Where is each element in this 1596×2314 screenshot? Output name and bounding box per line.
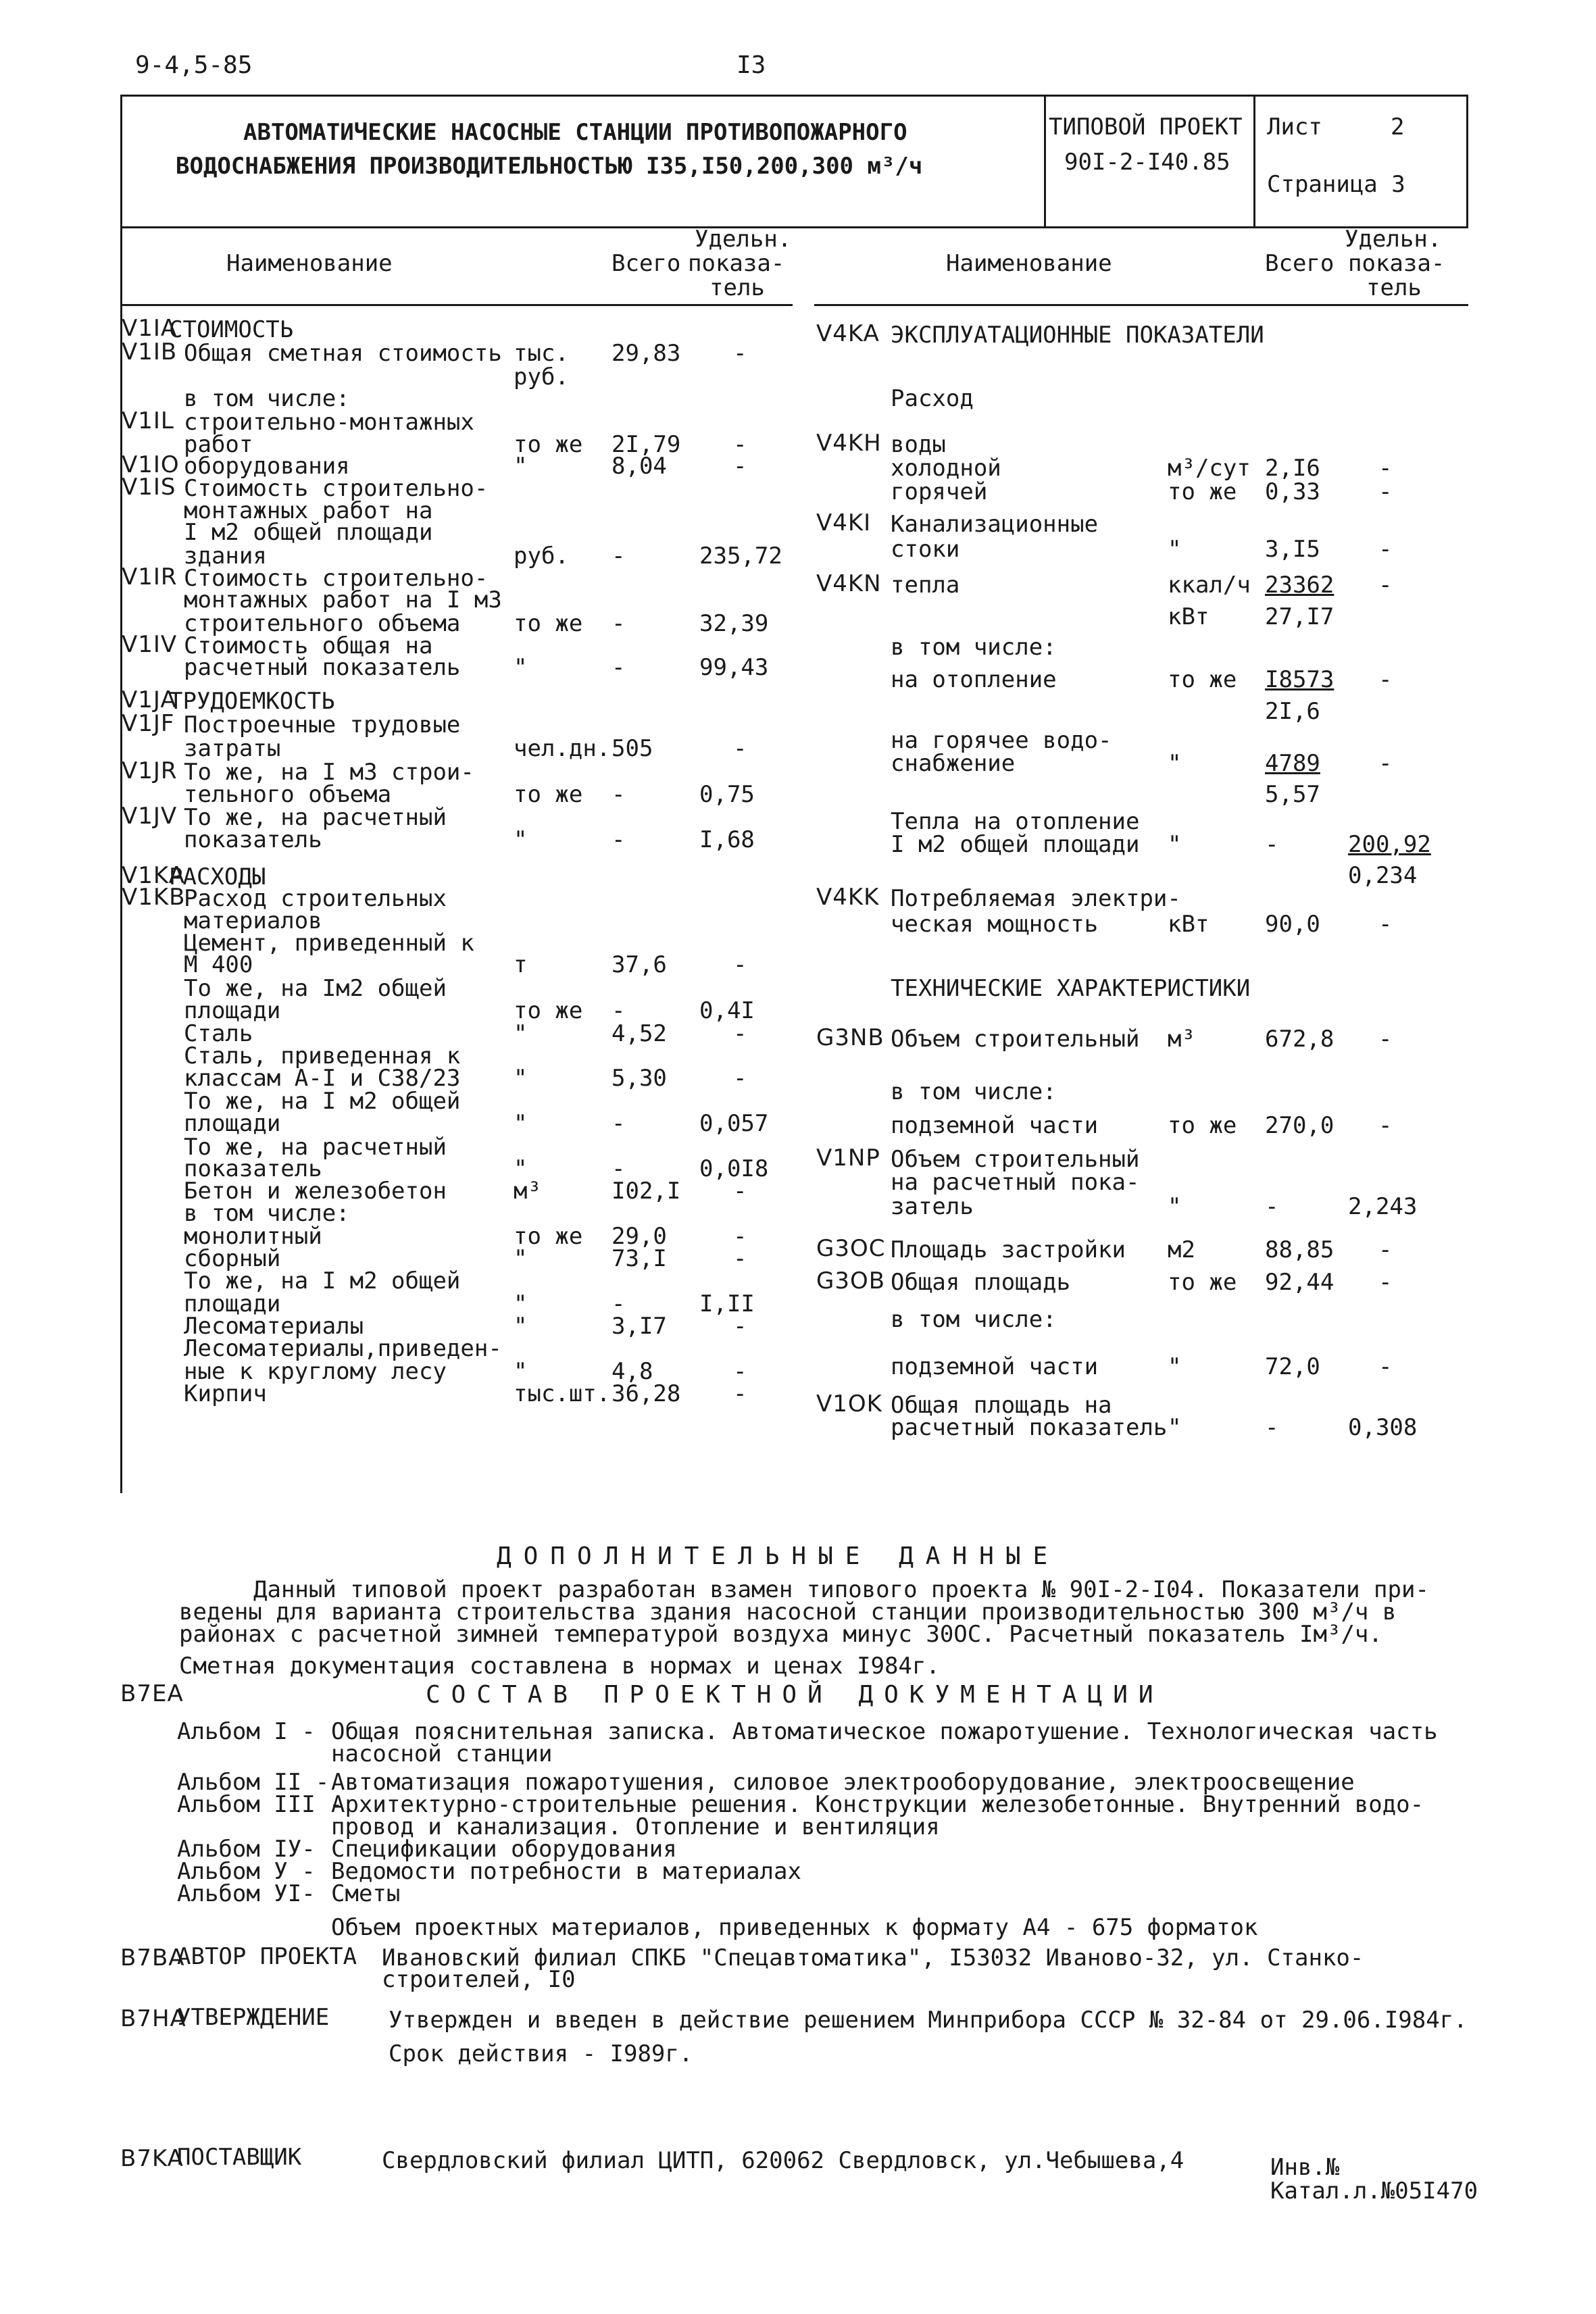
row-code: G3NB [816,1024,884,1051]
col-total: Всего [1265,250,1335,277]
row-spec: - [1378,572,1393,599]
row-unit: руб. [514,363,569,391]
row-code: V1NP [816,1145,880,1172]
row-total: 0,33 [1265,478,1320,505]
row-name: на отопление [891,666,1057,693]
row-name: монолитный [184,1223,322,1250]
composition-code: B7EA [120,1680,184,1707]
row-unit: то же [514,781,583,808]
row-total: - [1265,1414,1279,1441]
row-unit: " [514,1110,528,1137]
row-code: V4KA [816,320,880,347]
row-total: 505 [612,735,653,762]
row-code: V1JV [122,803,178,830]
row-total: 270,0 [1265,1112,1335,1139]
row-spec: I,II [699,1290,755,1317]
row-name: в том числе: [184,1200,350,1227]
row-name: Расход [891,385,974,412]
row-spec: - [1378,478,1393,505]
row-total: I8573 [1265,666,1335,693]
album-text: насосной станции [331,1740,553,1767]
row-spec: 200,92 [1348,831,1431,858]
album-label: Альбом III - [177,1791,343,1818]
row-unit: " [514,1245,528,1272]
row-name: Кирпич [184,1380,267,1407]
row-spec: - [733,340,747,367]
volume-text: Объем проектных материалов, приведенных к формату А4 - 675 форматок [331,1914,1258,1941]
row-name: здания [184,543,267,570]
row-name: То же, на расчетный [184,804,447,831]
row-code: V1JF [122,710,175,737]
row-spec: 0,75 [699,781,755,808]
row-spec: 0,057 [699,1110,769,1137]
row-spec: - [733,735,747,762]
row-unit: " [514,1358,528,1385]
row-code: V1IS [122,474,176,501]
row-code: V1IV [122,631,178,658]
row-unit: тыс. [514,340,569,367]
row-code: G3OB [816,1267,886,1294]
row-total: 4,8 [612,1358,653,1385]
row-name: расчетный показатель [891,1414,1168,1441]
row-total: - [612,610,626,637]
col-spec3: тель [1366,274,1422,301]
row-code: V1IA [122,315,178,342]
row-total: - [612,1155,626,1182]
row-unit: " [1168,536,1182,563]
row-name: Лесоматериалы,приведен- [184,1335,502,1362]
album-label: Альбом IУ- [177,1836,316,1863]
row-name: Лесоматериалы [184,1313,364,1340]
row-name: классам А-I и С38/23 [184,1065,461,1092]
page-number: I3 [737,51,766,79]
row-code: V1KB [122,884,186,911]
row-spec: - [1378,1269,1393,1296]
col-name: Наименование [946,250,1112,277]
row-total: 29,83 [612,340,681,367]
row-code: V4KH [816,430,882,457]
project-label: ТИПОВОЙ ПРОЕКТ [1049,114,1243,141]
row-name: ные к круглому лесу [184,1358,447,1385]
row-name: площади [184,997,281,1024]
col-spec2: показа- [688,250,785,277]
row-unit: то же [514,1223,583,1250]
row-total: - [612,654,626,681]
row-name: РАСХОДЫ [169,863,266,890]
row-code: V1JR [122,757,178,784]
row-spec: I,68 [699,826,755,853]
author-line2: строителей, I0 [382,1966,576,1993]
sheet-label: Лист [1267,114,1322,141]
row-name: То же, на I м3 строи- [184,759,474,786]
row-total: 5,57 [1265,781,1320,808]
row-spec: 2,243 [1348,1193,1418,1220]
row-name: Общая площадь на [891,1392,1112,1419]
row-name: строительно-монтажных [184,409,474,436]
row-spec: - [733,453,747,480]
row-spec: 235,72 [699,543,782,570]
row-name: в том числе: [891,634,1057,661]
row-name: Стоимость общая на [184,632,433,659]
approval-code: B7HA [120,2005,186,2032]
row-name: Цемент, приведенный к [184,930,474,957]
row-unit: " [1168,750,1182,777]
row-total: 88,85 [1265,1236,1335,1263]
row-unit: то же [1168,666,1237,693]
row-unit: м2 [1168,1236,1195,1263]
row-spec: - [733,951,747,978]
album-text: Автоматизация пожаротушения, силовое электрооборудование, электроосвещение [331,1769,1355,1796]
row-total: 4,52 [612,1020,667,1047]
col-spec2: показа- [1348,250,1445,277]
row-name: сборный [184,1245,281,1272]
row-unit: то же [1168,1269,1237,1296]
album-text: Ведомости потребности в материалах [331,1858,801,1885]
supplier-text: Свердловский филиал ЦИТП, 620062 Свердловск, ул.Чебышева,4 [382,2147,1184,2174]
row-total: - [612,1110,626,1137]
row-name: тепла [891,572,960,599]
row-name: Канализационные [891,511,1099,538]
row-unit: " [514,826,528,853]
additional-heading: ДОПОЛНИТЕЛЬНЫЕ ДАННЫЕ [497,1542,1060,1570]
row-spec: - [1378,536,1393,563]
row-total: 92,44 [1265,1269,1335,1296]
row-unit: тыс.шт. [514,1380,611,1407]
row-total: 2I,6 [1265,698,1320,725]
row-total: 2,I6 [1265,455,1320,482]
row-total: 672,8 [1265,1026,1335,1053]
album-text: провод и канализация. Отопление и вентиляция [331,1813,940,1840]
row-total: - [612,781,626,808]
row-name: горячей [891,478,988,505]
row-unit: м³/сут [1168,455,1251,482]
author-label: АВТОР ПРОЕКТА [177,1943,357,1970]
row-unit: " [514,1065,528,1092]
row-name: работ [184,431,253,458]
row-spec: - [1378,455,1393,482]
row-total: 37,6 [612,951,667,978]
row-name: затраты [184,735,281,762]
row-total: 8,04 [612,453,667,480]
row-spec: - [1378,750,1393,777]
row-spec: - [733,1358,747,1385]
row-total: 90,0 [1265,911,1320,938]
row-name: расчетный показатель [184,654,461,681]
additional-line1: Данный типовой проект разработан взамен типового проекта № 90I-2-I04. Показатели при- [253,1576,1429,1603]
row-name: снабжение [891,750,1016,777]
row-code: V1KA [122,862,185,889]
row-code: V4KK [816,884,880,911]
row-total: 3,I5 [1265,536,1320,563]
row-unit: кВт [1168,603,1210,630]
row-name: площади [184,1110,281,1137]
row-unit: " [1168,1353,1182,1380]
row-name: монтажных работ на [184,497,433,524]
row-name: Сталь, приведенная к [184,1042,461,1070]
row-name: То же, на I м2 общей [184,1088,461,1115]
col-spec3: тель [709,274,765,301]
row-name: Общая площадь [891,1269,1071,1296]
row-unit: руб. [514,543,569,570]
row-name: воды [891,431,946,458]
sheet-number: 2 [1391,114,1405,141]
row-name: То же, на I м2 общей [184,1267,461,1294]
album-label: Альбом II - [177,1769,330,1796]
row-name: I м2 общей площади [891,831,1140,858]
row-name: строительного объема [184,610,461,637]
row-name: Построечные трудовые [184,711,461,738]
row-unit: " [1168,1414,1182,1441]
row-total: - [612,543,626,570]
row-total: - [1265,1193,1279,1220]
row-unit: м³ [514,1178,541,1205]
row-name: монтажных работ на I м3 [184,586,502,613]
row-name: Расход строительных [184,885,447,912]
approval-line2: Срок действия - I989г. [389,2040,693,2067]
row-name: Стоимость строительно- [184,565,489,592]
row-code: V1JA [122,686,177,713]
author-code: B7BA [120,1944,185,1971]
row-name: ТЕХНИЧЕСКИЕ ХАРАКТЕРИСТИКИ [891,975,1251,1002]
row-name: подземной части [891,1353,1099,1380]
row-unit: м³ [1168,1026,1195,1053]
row-total: 5,30 [612,1065,667,1092]
row-name: То же, на расчетный [184,1134,447,1161]
row-spec: 99,43 [699,654,769,681]
row-unit: " [1168,831,1182,858]
row-code: V1IR [122,563,178,590]
row-name: Тепла на отопление [891,808,1140,835]
row-name: на горячее водо- [891,727,1112,754]
row-unit: кВт [1168,911,1210,938]
additional-line2: ведены для варианта строительства здания насосной станции производительностью 300 м³/ч в [179,1599,1397,1626]
row-unit: " [514,1313,528,1340]
col-spec1: Удельн. [1345,226,1442,253]
row-name: показатель [184,826,322,853]
row-name: на расчетный пока- [891,1169,1140,1196]
album-text: Общая пояснительная записка. Автоматическое пожаротушение. Технологическая часть [331,1718,1438,1745]
row-unit: то же [1168,478,1237,505]
row-name: стоки [891,536,960,563]
row-name: СТОИМОСТЬ [169,316,294,343]
row-spec: - [733,1245,747,1272]
row-unit: ккал/ч [1168,572,1251,599]
row-total: - [1265,831,1279,858]
row-name: Сталь [184,1020,253,1047]
row-code: V1OK [816,1390,882,1417]
supplier-code: B7KA [120,2145,184,2172]
row-unit: т [514,951,528,978]
row-unit: чел.дн. [514,735,611,762]
row-spec: - [1378,1236,1393,1263]
row-total: - [612,1290,626,1317]
row-name: Стоимость строительно- [184,475,489,502]
inventory-number: Инв.№ [1270,2154,1340,2181]
row-name: ТРУДОЕМКОСТЬ [169,688,335,715]
row-spec: 0,234 [1348,862,1418,889]
row-spec: - [733,431,747,458]
row-name: оборудования [184,453,350,480]
row-total: I02,I [612,1178,681,1205]
row-name: подземной части [891,1112,1099,1139]
composition-heading: СОСТАВ ПРОЕКТНОЙ ДОКУМЕНТАЦИИ [426,1681,1164,1709]
row-unit: то же [1168,1112,1237,1139]
row-total: 73,I [612,1245,667,1272]
series-number: 9-4,5-85 [135,51,253,79]
approval-label: УТВЕРЖДЕНИЕ [177,2004,330,2031]
row-unit: то же [514,431,583,458]
album-text: Спецификации оборудования [331,1836,677,1863]
row-total: 29,0 [612,1223,667,1250]
row-total: 72,0 [1265,1353,1320,1380]
row-name: I м2 общей площади [184,519,433,546]
col-total: Всего [612,250,681,277]
row-code: V1IB [122,338,178,366]
row-name: материалов [184,907,322,934]
row-spec: - [1378,1026,1393,1053]
album-label: Альбом У - [177,1858,316,1885]
album-label: Альбом УI- [177,1880,316,1907]
row-name: Площадь застройки [891,1236,1126,1263]
row-name: Потребляемая электри- [891,885,1181,912]
row-total: 2I,79 [612,431,681,458]
row-spec: 0,308 [1348,1414,1418,1441]
row-unit: " [514,1290,528,1317]
supplier-label: ПОСТАВЩИК [177,2144,302,2171]
row-unit: то же [514,997,583,1024]
row-total: 3,I7 [612,1313,667,1340]
row-name: ЭКСПЛУАТАЦИОННЫЕ ПОКАЗАТЕЛИ [891,322,1264,349]
row-spec: 32,39 [699,610,769,637]
row-unit: " [514,654,528,681]
row-spec: - [1378,911,1393,938]
row-unit: " [514,453,528,480]
row-name: площади [184,1290,281,1317]
row-unit: то же [514,610,583,637]
page-label: Страница 3 [1267,171,1405,198]
row-name: Объем строительный [891,1146,1140,1173]
row-total: 4789 [1265,750,1320,777]
row-name: То же, на Iм2 общей [184,975,447,1002]
catalog-number: Катал.л.№05I470 [1270,2178,1478,2205]
row-code: G3OC [816,1235,886,1262]
row-spec: - [733,1065,747,1092]
row-name: Объем строительный [891,1026,1140,1053]
row-spec: - [1378,1353,1393,1380]
header-title-line2: ВОДОСНАБЖЕНИЯ ПРОИЗВОДИТЕЛЬНОСТЬЮ I35,I50,200,300 м³/ч [176,153,923,180]
row-name: в том числе: [891,1306,1057,1333]
row-unit: " [514,1020,528,1047]
additional-line3: районах с расчетной зимней температурой воздуха минус 30ОС. Расчетный показатель Iм³/ч. [179,1621,1382,1648]
row-spec: 0,4I [699,997,755,1024]
row-code: V4KN [816,570,882,597]
row-name: Общая сметная стоимость [184,340,502,367]
additional-line4: Сметная документация составлена в нормах и ценах I984г. [179,1653,940,1680]
row-code: V1IO [122,451,180,478]
row-unit: " [514,1155,528,1182]
row-name: в том числе: [891,1078,1057,1105]
row-name: Бетон и железобетон [184,1178,447,1205]
approval-line1: Утвержден и введен в действие решением Минприбора СССР № 32-84 от 29.06.I984г. [389,2007,1468,2034]
row-name: ческая мощность [891,911,1099,938]
row-unit: " [1168,1193,1182,1220]
row-total: 23362 [1265,572,1335,599]
row-spec: - [733,1313,747,1340]
row-total: 36,28 [612,1380,681,1407]
album-label: Альбом I - [177,1718,316,1745]
row-spec: - [1378,1112,1393,1139]
row-code: V4KI [816,509,872,536]
row-spec: 0,0I8 [699,1155,769,1182]
row-name: холодной [891,455,1001,482]
row-spec: - [733,1178,747,1205]
row-spec: - [733,1020,747,1047]
col-name: Наименование [226,250,393,277]
row-total: - [612,997,626,1024]
row-total: - [612,826,626,853]
header-title-line1: АВТОМАТИЧЕСКИЕ НАСОСНЫЕ СТАНЦИИ ПРОТИВОПОЖАРНОГО [243,119,907,146]
row-name: показатель [184,1155,322,1182]
row-name: М 400 [184,951,253,978]
row-name: в том числе: [184,385,350,412]
row-name: затель [891,1193,974,1220]
row-code: V1IL [122,407,174,434]
album-text: Архитектурно-строительные решения. Конструкции железобетонные. Внутренний водо- [331,1791,1424,1818]
row-name: тельного объема [184,781,392,808]
row-spec: - [733,1380,747,1407]
col-spec1: Удельн. [695,226,792,253]
row-spec: - [733,1223,747,1250]
album-text: Сметы [331,1880,401,1907]
row-total: 27,I7 [1265,603,1335,630]
project-code: 90I-2-I40.85 [1064,149,1230,176]
row-spec: - [1378,666,1393,693]
author-line1: Ивановский филиал СПКБ "Спецавтоматика", I53032 Иваново-32, ул. Станко- [382,1944,1364,1971]
